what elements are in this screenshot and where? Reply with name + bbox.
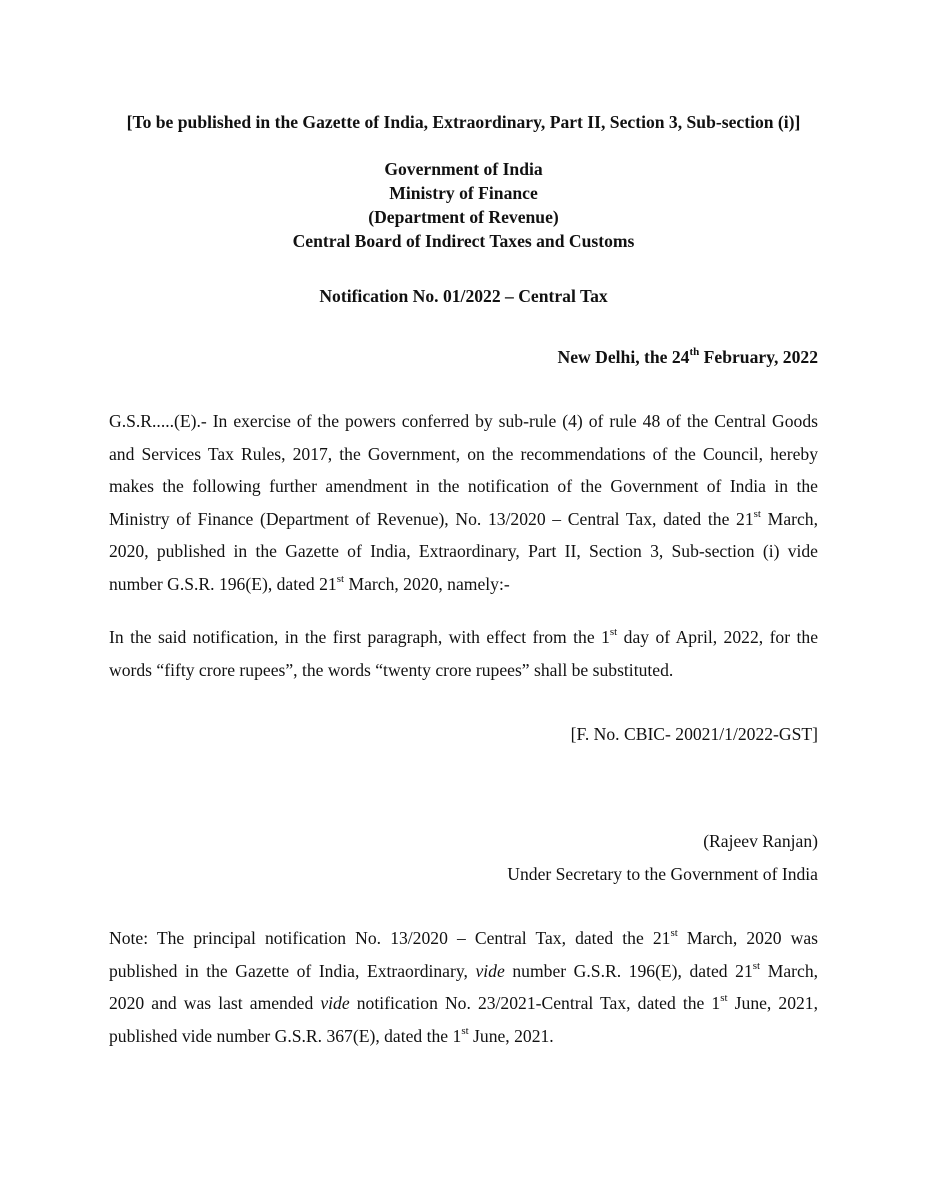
org-department: (Department of Revenue) [368,207,559,227]
paragraph-main [109,405,818,601]
note-line: published in the Gazette of India, Extraordinary, vide number G.S.R. 196(E), dated 21st March, [109,959,819,981]
org-ministry: Ministry of Finance [389,183,538,203]
signatory-designation: Under Secretary to the Government of India [507,864,818,884]
signatory-name: (Rajeev Ranjan) [703,831,818,851]
org-board: Central Board of Indirect Taxes and Customs [292,231,635,251]
paragraph-line: Ministry of Finance (Department of Revenue), No. 13/2020 – Central Tax, dated the 21st March, [109,507,818,529]
org-government: Government of India [384,159,543,179]
notification-date: New Delhi, the 24th February, 2022 [557,346,818,367]
note-line: published vide number G.S.R. 367(E), dated the 1st June, 2021. [109,1024,554,1046]
file-number: [F. No. CBIC- 20021/1/2022-GST] [570,724,818,744]
paragraph-line: and Services Tax Rules, 2017, the Government, on the recommendations of the Council, hereby [109,443,818,464]
paragraph-line: makes the following further amendment in the notification of the Government of India in the [109,476,818,497]
notification-title: Notification No. 01/2022 – Central Tax [319,286,608,306]
note-line: Note: The principal notification No. 13/2020 – Central Tax, dated the 21st March, 2020 was [109,927,819,948]
paragraph-line: words “fifty crore rupees”, the words “twenty crore rupees” shall be substituted. [109,659,674,680]
paragraph-line: number G.S.R. 196(E), dated 21st March, 2020, namely:- [109,573,510,594]
paragraph-line: In the said notification, in the first paragraph, with effect from the 1st day of April, 2022, for the [109,626,819,647]
paragraph-line: G.S.R.....(E).- In exercise of the powers conferred by sub-rule (4) of rule 48 of the Central Goods [109,411,818,431]
paragraph-line: 2020, published in the Gazette of India, Extraordinary, Part II, Section 3, Sub-section (i) vide [109,541,818,562]
paragraph-amendment [109,621,818,686]
note-paragraph [109,922,818,1052]
gazette-line: [To be published in the Gazette of India, Extraordinary, Part II, Section 3, Sub-section (i)] [126,112,801,132]
note-line: 2020 and was last amended vide notification No. 23/2021-Central Tax, dated the 1st June, 2021, [109,992,818,1014]
